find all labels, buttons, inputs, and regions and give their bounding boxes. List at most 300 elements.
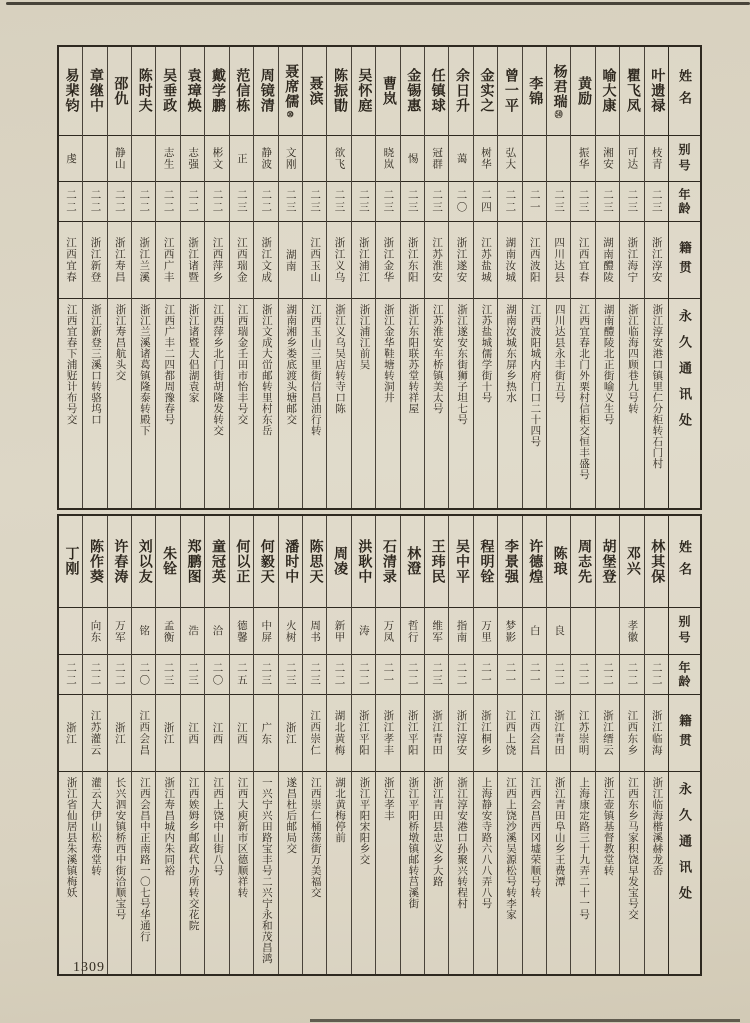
entry-name: 胡堡登 [596,516,619,608]
entry-note: ⑩ [285,109,295,119]
entry-native: 浙江新登 [83,222,106,299]
header-address: 永久通讯处 [677,309,692,439]
entry-address: 江西崇仁桶荡街万美福交 [309,777,321,898]
entry-alias [59,608,82,655]
entry-column [619,516,643,974]
table-header-column [668,516,700,974]
entry-age: 二二 [449,655,472,695]
entry-alias: 白 [523,608,546,655]
entry-column [424,47,448,508]
entry-alias: 周书 [303,608,326,655]
entry-alias: 哲行 [401,608,424,655]
entry-alias: 虔 [59,136,82,182]
entry-column [595,47,619,508]
entry-name: 叶遗禄 [645,47,668,136]
entry-name: 吴中平 [449,516,472,608]
entry-name: 潘时中 [279,516,302,608]
entry-address: 浙江青田阜山乡王费潭 [553,777,565,887]
entry-column [595,516,619,974]
entry-age: 二三 [156,655,179,695]
entry-column [131,516,155,974]
entry-alias: 梦影 [498,608,521,655]
entry-name: 陈时夫 [132,47,155,136]
entry-native: 江西萍乡 [205,222,228,299]
entry-native: 浙江 [156,695,179,772]
entry-address: 湖南醴陵北正街喻义生号 [602,304,614,425]
entry-native: 浙江海宁 [620,222,643,299]
entry-address: 浙江青田县忠义乡大路 [431,777,443,887]
entry-alias: 彬文 [205,136,228,182]
entry-name: 王玮民 [425,516,448,608]
entry-age: 二二 [156,182,179,222]
page-number: 1309 [73,960,105,975]
entry-native: 江西广丰 [156,222,179,299]
entry-address: 湖南湘乡娄底渡头塘邮交 [285,304,297,425]
entry-columns [59,47,668,508]
entry-age: 二三 [425,182,448,222]
entry-age: 二二 [83,655,106,695]
entry-age: 二三 [352,182,375,222]
entry-name: 程明铨 [474,516,497,608]
entry-alias: 孝徽 [620,608,643,655]
entry-alias: 志生 [156,136,179,182]
entry-column [155,47,179,508]
entry-address: 浙江遂安东街狮子坦七号 [456,304,468,425]
entry-address: 江西娭姆乡邮政代办所转交花院 [187,777,199,931]
entry-age: 二三 [230,182,253,222]
entry-column [497,47,521,508]
entry-name: 喻大康 [596,47,619,136]
entry-address: 江苏淮安车桥镇美太号 [431,304,443,414]
entry-alias: 向东 [83,608,106,655]
entry-native: 浙江平阳 [401,695,424,772]
entry-address: 浙江省仙居县朱溪镇梅妖 [65,777,77,898]
entry-address: 浙江金华鞋塘转洞井 [382,304,394,403]
entry-alias: 万里 [474,608,497,655]
entry-age: 二二 [645,655,668,695]
entry-column [131,47,155,508]
entry-age: 二〇 [132,655,155,695]
entry-age: 二五 [230,655,253,695]
entry-address: 遂昌杜后邮局交 [285,777,297,854]
entry-age: 二三 [401,182,424,222]
entry-alias [571,608,594,655]
entry-name: 吴垂政 [156,47,179,136]
entry-column [155,516,179,974]
entry-name: 童冠英 [205,516,228,608]
entry-name: 任镇球 [425,47,448,136]
entry-alias: 洽 [205,608,228,655]
entry-column [326,516,350,974]
entry-alias: 浩 [181,608,204,655]
entry-column [278,516,302,974]
entry-name: 吴怀庭 [352,47,375,136]
entry-column [448,516,472,974]
entry-alias: 维军 [425,608,448,655]
entry-native: 浙江寿昌 [108,222,131,299]
entry-age: 二二 [108,655,131,695]
entry-age: 二二 [83,182,106,222]
entry-address: 江西东乡马家积饶早发宝号交 [626,777,638,920]
entry-name: 聂席儒 ⑩ [279,47,302,136]
entry-native: 湖南醴陵 [596,222,619,299]
scan-edge-top [6,2,750,5]
entry-native: 浙江兰溪 [132,222,155,299]
entry-address: 江西大庾新市区德顺祥转 [236,777,248,898]
entry-address: 江西会昌中正南路一〇七号华通行 [138,777,150,942]
entry-age: 二二 [620,655,643,695]
entry-address: 江西宜春下浦觃计布号交 [65,304,77,425]
entry-column [229,516,253,974]
entry-column [619,47,643,508]
entry-alias: 可达 [620,136,643,182]
entry-native: 江苏崇明 [571,695,594,772]
entry-native: 浙江 [108,695,131,772]
entry-name: 黄励 [571,47,594,136]
entry-name: 曾一平 [498,47,521,136]
entry-address: 浙江平阳桥墩镇邮转莒溪街 [407,777,419,909]
entry-alias [303,136,326,182]
entry-alias: 火树 [279,608,302,655]
entry-name: 范信栋 [230,47,253,136]
entry-age: 二一 [523,182,546,222]
entry-alias: 冠群 [425,136,448,182]
entry-age: 二三 [425,655,448,695]
directory-table-bottom [57,514,702,976]
entry-address: 浙江新登三溪口转骆坞口 [90,304,102,425]
entry-address: 江西上饶沙溪吴源松号转李家 [504,777,516,920]
entry-alias [596,608,619,655]
entry-age: 二四 [474,182,497,222]
entry-alias: 德馨 [230,608,253,655]
entry-name: 郑鹏图 [181,516,204,608]
entry-alias [132,136,155,182]
entry-note: ㊿ [554,110,564,118]
table-header-column [668,47,700,508]
entry-native: 江西宜春 [59,222,82,299]
entry-address: 浙江孝丰 [382,777,394,821]
entry-name: 陈振勖 [327,47,350,136]
entry-column [473,47,497,508]
directory-table-top [57,45,702,510]
entry-native: 江苏淮安 [425,222,448,299]
entry-column [278,47,302,508]
entry-age: 二一 [474,655,497,695]
entry-alias: 弘大 [498,136,521,182]
entry-native: 湖南 [279,222,302,299]
entry-column [497,516,521,974]
entry-address: 江西瑞金壬田市怡丰号交 [236,304,248,425]
entry-alias: 铭 [132,608,155,655]
entry-column [448,47,472,508]
header-address: 永久通讯处 [677,782,692,912]
entry-address: 浙江义乌吴店转寺口陈 [334,304,346,414]
entry-name: 林澄 [401,516,424,608]
entry-native: 浙江 [59,695,82,772]
entry-address: 江西萍乡北门街胡隆发转交 [212,304,224,436]
entry-name: 章继中 [83,47,106,136]
entry-age: 二一 [376,655,399,695]
entry-name: 金实之 [474,47,497,136]
entry-alias: 文刚 [279,136,302,182]
entry-alias: 万军 [108,608,131,655]
entry-native: 浙江义乌 [327,222,350,299]
entry-age: 二三 [254,655,277,695]
header-native: 籍贯 [669,695,700,772]
entry-age: 二三 [645,182,668,222]
entry-age: 二二 [571,655,594,695]
entry-native: 江西上饶 [498,695,521,772]
entry-name: 刘以友 [132,516,155,608]
entry-address: 浙江浦江前吴 [358,304,370,370]
header-alias: 别号 [669,608,700,655]
header-age: 年龄 [669,182,700,222]
entry-age: 二三 [279,182,302,222]
entry-columns [59,516,668,974]
entry-alias: 志强 [181,136,204,182]
entry-native: 浙江文成 [254,222,277,299]
entry-age: 二二 [596,655,619,695]
entry-native: 江西 [181,695,204,772]
entry-native: 江西会昌 [523,695,546,772]
entry-native: 江苏灌云 [83,695,106,772]
entry-name: 许德煌 [523,516,546,608]
entry-column [351,47,375,508]
entry-address: 浙江东阳联苏堂转祥屋 [407,304,419,414]
entry-column [204,47,228,508]
entry-alias: 新甲 [327,608,350,655]
entry-name: 聂滨 [303,47,326,136]
entry-native: 江西 [205,695,228,772]
entry-address: 浙江文成大峃邮转里村东岳 [260,304,272,436]
entry-name: 金锡惠 [401,47,424,136]
entry-age: 二二 [327,655,350,695]
scan-edge-bottom [310,1019,740,1022]
entry-age: 二二 [352,655,375,695]
entry-column [570,47,594,508]
entry-name: 洪耿中 [352,516,375,608]
entry-alias [83,136,106,182]
entry-age: 二三 [303,182,326,222]
entry-address: 江西玉山三里街信昌油行转 [309,304,321,436]
entry-native: 江西宜春 [571,222,594,299]
entry-name: 袁璋焕 [181,47,204,136]
entry-native: 浙江 [279,695,302,772]
entry-address: 江西会昌西冈墟荣顺号转 [529,777,541,898]
entry-native: 浙江临海 [645,695,668,772]
entry-age: 二三 [571,182,594,222]
entry-column [180,516,204,974]
entry-alias [547,136,570,182]
entry-name: 丁刚 [59,516,82,608]
entry-age: 二二 [181,182,204,222]
entry-column [59,516,82,974]
entry-alias: 中屏 [254,608,277,655]
entry-column [351,516,375,974]
entry-native: 江西会昌 [132,695,155,772]
entry-name: 瞿飞凤 [620,47,643,136]
entry-age: 二〇 [449,182,472,222]
entry-age: 二三 [376,182,399,222]
entry-address: 灌云大伊山松寿堂转 [90,777,102,876]
entry-native: 浙江东阳 [401,222,424,299]
entry-column [180,47,204,508]
entry-native: 浙江金华 [376,222,399,299]
entry-alias: 正 [230,136,253,182]
entry-native: 浙江青田 [425,695,448,772]
entry-alias: 涛 [352,608,375,655]
entry-age: 二一 [498,655,521,695]
entry-address: 浙江诸暨大侣湖袁家 [187,304,199,403]
entry-alias [352,136,375,182]
entry-address: 浙江兰溪诸葛镇隆泰转殿下 [138,304,150,436]
header-native: 籍贯 [669,222,700,299]
entry-name: 何以正 [230,516,253,608]
entry-name: 陈作葵 [83,516,106,608]
entry-name: 易棐钧 [59,47,82,136]
entry-name: 石清录 [376,516,399,608]
entry-column [375,516,399,974]
entry-column [107,47,131,508]
entry-native: 浙江青田 [547,695,570,772]
entry-address: 江苏盐城儒学街十号 [480,304,492,403]
entry-age: 二二 [254,182,277,222]
entry-name: 周镜清 [254,47,277,136]
entry-address: 湖北黄梅停前 [334,777,346,843]
entry-column [400,47,424,508]
entry-native: 湖南汝城 [498,222,521,299]
entry-native: 浙江浦江 [352,222,375,299]
header-alias: 别号 [669,136,700,182]
entry-alias: 晓岚 [376,136,399,182]
entry-alias: 湘安 [596,136,619,182]
entry-age: 二二 [205,182,228,222]
entry-age: 二二 [108,182,131,222]
entry-column [302,516,326,974]
entry-alias: 欲飞 [327,136,350,182]
entry-address: 浙江淳安港口镇里仁分柜转石门村 [651,304,663,469]
entry-column [546,516,570,974]
entry-column [229,47,253,508]
entry-native: 浙江缙云 [596,695,619,772]
header-name: 姓名 [669,47,700,136]
entry-native: 浙江淳安 [645,222,668,299]
entry-column [82,47,106,508]
entry-alias: 指南 [449,608,472,655]
entry-column [424,516,448,974]
entry-name: 李锦 [523,47,546,136]
entry-name: 杨君瑞 ㊿ [547,47,570,136]
entry-age: 二二 [59,655,82,695]
entry-name: 陈思天 [303,516,326,608]
entry-age: 二二 [59,182,82,222]
entry-age: 二一 [523,655,546,695]
entry-age: 二二 [132,182,155,222]
entry-address: 上海静安寺路六八八弄八号 [480,777,492,909]
entry-age: 二二 [498,182,521,222]
entry-native: 四川达县 [547,222,570,299]
entry-alias: 惕 [401,136,424,182]
entry-alias [523,136,546,182]
entry-address: 浙江临海楷溪赫龙岙 [651,777,663,876]
entry-address: 浙江寿昌城内朱同裕 [163,777,175,876]
entry-native: 浙江平阳 [352,695,375,772]
entry-name: 邓兴 [620,516,643,608]
entry-address: 江西上饶中山街八号 [212,777,224,876]
entry-name: 何毅天 [254,516,277,608]
entry-address: 长兴泗安镇桥西中街洽顺宝号 [114,777,126,920]
entry-address: 浙江淳安港口孙聚兴转程村 [456,777,468,909]
entry-address: 浙江壶镇基督教堂转 [602,777,614,876]
entry-native: 江西东乡 [620,695,643,772]
entry-column [59,47,82,508]
entry-address: 浙江平阳宋阳乡交 [358,777,370,865]
entry-age: 二三 [596,182,619,222]
entry-age: 二〇 [205,655,228,695]
entry-alias: 孟衡 [156,608,179,655]
entry-column [82,516,106,974]
entry-native: 江西 [230,695,253,772]
entry-native: 浙江桐乡 [474,695,497,772]
entry-column [107,516,131,974]
entry-address: 江西波阳城内府门口二十四号 [529,304,541,447]
header-name: 姓名 [669,516,700,608]
entry-column [522,516,546,974]
entry-address: 江西宜春北门外栗村信柜交恒丰盛号 [578,304,590,480]
entry-address: 四川达县永丰街五号 [553,304,565,403]
entry-address: 江西广丰二四都周豫春号 [163,304,175,425]
entry-age: 二三 [327,182,350,222]
entry-name: 许春涛 [108,516,131,608]
entry-name: 曹岚 [376,47,399,136]
entry-name: 戴学鹏 [205,47,228,136]
entry-address: 浙江临海四顾巷九号转 [626,304,638,414]
entry-alias: 静波 [254,136,277,182]
entry-column [253,516,277,974]
entry-native: 江苏盐城 [474,222,497,299]
entry-alias: 万凤 [376,608,399,655]
entry-column [204,516,228,974]
entry-address: 浙江寿昌航头交 [114,304,126,381]
entry-name: 林其保 [645,516,668,608]
entry-name: 邵仇 [108,47,131,136]
entry-age: 二三 [620,182,643,222]
entry-column [400,516,424,974]
entry-native: 浙江孝丰 [376,695,399,772]
entry-age: 二三 [547,182,570,222]
entry-age: 二二 [547,655,570,695]
entry-column [570,516,594,974]
entry-age: 二二 [401,655,424,695]
entry-column [253,47,277,508]
entry-native: 江西瑞金 [230,222,253,299]
entry-column [522,47,546,508]
entry-native: 浙江遂安 [449,222,472,299]
entry-alias: 良 [547,608,570,655]
entry-name: 周凌 [327,516,350,608]
entry-address: 上海康定路三十九弄二十一号 [578,777,590,920]
entry-alias: 静山 [108,136,131,182]
entry-address: 一兴宁兴田路宝丰号二兴宁永和茂昌鸿 [260,777,272,964]
entry-native: 湖北黄梅 [327,695,350,772]
entry-native: 江西崇仁 [303,695,326,772]
entry-name: 李景强 [498,516,521,608]
entry-column [326,47,350,508]
entry-age: 二三 [303,655,326,695]
entry-name: 陈琅 [547,516,570,608]
entry-alias: 振华 [571,136,594,182]
entry-alias [645,608,668,655]
